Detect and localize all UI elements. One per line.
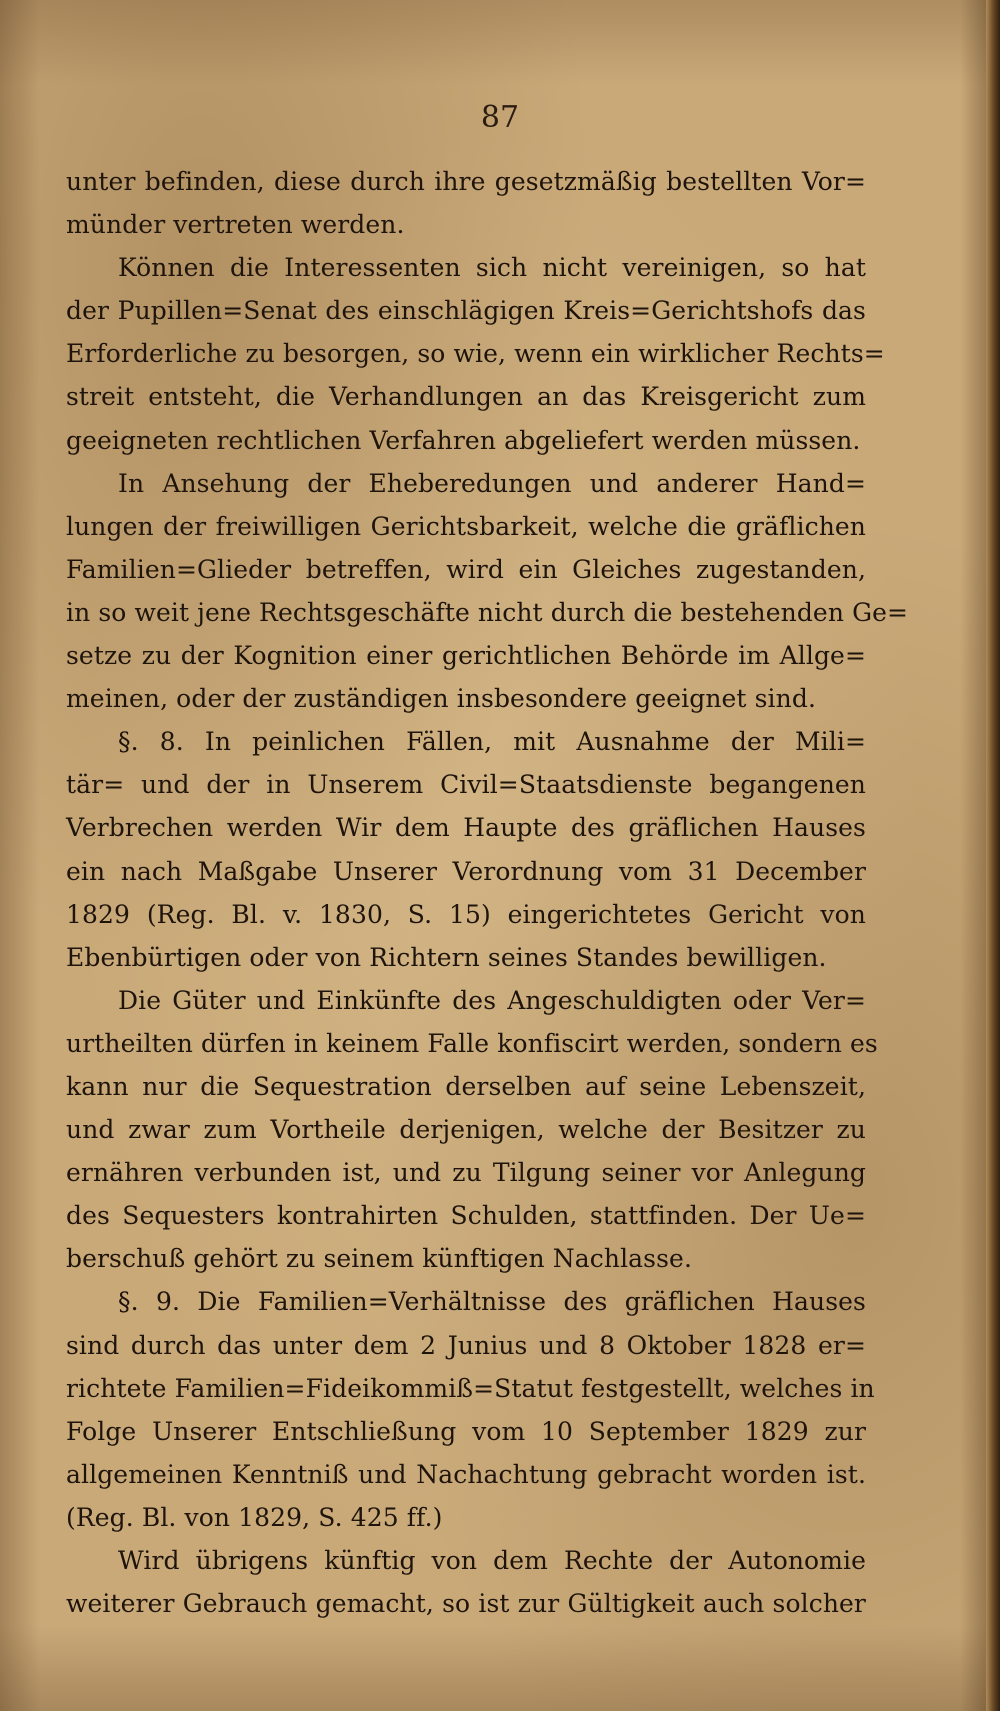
text-line: Verbrechen werden Wir dem Haupte des gräflichen Hauses bbox=[66, 813, 866, 843]
text-line: des Sequesters kontrahirten Schulden, stattfinden. Der Ue= bbox=[66, 1201, 866, 1231]
text-line: münder vertreten werden. bbox=[66, 210, 405, 240]
text-line: in so weit jene Rechtsgeschäfte nicht durch die bestehenden Ge= bbox=[66, 597, 909, 627]
text-line: Familien=Glieder betreffen, wird ein Gleiches zugestanden, bbox=[66, 554, 866, 584]
page-number: 87 bbox=[480, 100, 520, 135]
text-line: Die Güter und Einkünfte des Angeschuldigten oder Ver= bbox=[118, 985, 866, 1015]
text-line: ernähren verbunden ist, und zu Tilgung seiner vor Anlegung bbox=[66, 1158, 866, 1188]
section-9-heading-line: §. 9. Die Familien=Verhältnisse des gräflichen Hauses bbox=[118, 1287, 866, 1317]
text-line: der Pupillen=Senat des einschlägigen Kreis=Gerichtshofs das bbox=[66, 296, 866, 326]
text-line: meinen, oder der zuständigen insbesondere geeignet sind. bbox=[66, 684, 816, 714]
text-line: lungen der freiwilligen Gerichtsbarkeit, welche die gräflichen bbox=[66, 511, 866, 541]
text-line: weiterer Gebrauch gemacht, so ist zur Gültigkeit auch solcher bbox=[66, 1589, 866, 1619]
text-line: ein nach Maßgabe Unserer Verordnung vom 31 December bbox=[66, 856, 866, 886]
text-line: und zwar zum Vortheile derjenigen, welche der Besitzer zu bbox=[66, 1115, 866, 1145]
text-line: kann nur die Sequestration derselben auf seine Lebenszeit, bbox=[66, 1071, 866, 1101]
text-line: Erforderliche zu besorgen, so wie, wenn ein wirklicher Rechts= bbox=[66, 339, 885, 369]
text-line: 1829 (Reg. Bl. v. 1830, S. 15) eingerichtetes Gericht von bbox=[66, 899, 866, 929]
text-line: (Reg. Bl. von 1829, S. 425 ff.) bbox=[66, 1502, 443, 1532]
text-line: berschuß gehört zu seinem künftigen Nachlasse. bbox=[66, 1244, 692, 1274]
text-line: allgemeinen Kenntniß und Nachachtung gebracht worden ist. bbox=[66, 1459, 866, 1489]
text-line: geeigneten rechtlichen Verfahren abgeliefert werden müssen. bbox=[66, 425, 861, 455]
text-line: setze zu der Kognition einer gerichtlichen Behörde im Allge= bbox=[66, 641, 866, 671]
text-line: Ebenbürtigen oder von Richtern seines Standes bewilligen. bbox=[66, 942, 827, 972]
text-line: streit entsteht, die Verhandlungen an das Kreisgericht zum bbox=[66, 382, 866, 412]
text-line: unter befinden, diese durch ihre gesetzmäßig bestellten Vor= bbox=[66, 167, 866, 196]
text-line: tär= und der in Unserem Civil=Staatsdienste begangenen bbox=[66, 770, 866, 800]
text-line: richtete Familien=Fideikommiß=Statut festgestellt, welches in bbox=[66, 1373, 875, 1403]
text-line: Folge Unserer Entschließung vom 10 September 1829 zur bbox=[66, 1416, 866, 1446]
text-line: urtheilten dürfen in keinem Falle konfiscirt werden, sondern es bbox=[66, 1028, 878, 1058]
text-line: In Ansehung der Eheberedungen und anderer Hand= bbox=[118, 468, 866, 498]
text-line: Wird übrigens künftig von dem Rechte der Autonomie bbox=[118, 1546, 866, 1575]
body-text bbox=[66, 160, 909, 1625]
page-edge bbox=[986, 0, 1000, 1711]
text-line: sind durch das unter dem 2 Junius und 8 Oktober 1828 er= bbox=[66, 1330, 866, 1360]
text-line: Können die Interessenten sich nicht vereinigen, so hat bbox=[118, 253, 866, 283]
section-8-heading-line: §. 8. In peinlichen Fällen, mit Ausnahme der Mili= bbox=[118, 727, 866, 757]
